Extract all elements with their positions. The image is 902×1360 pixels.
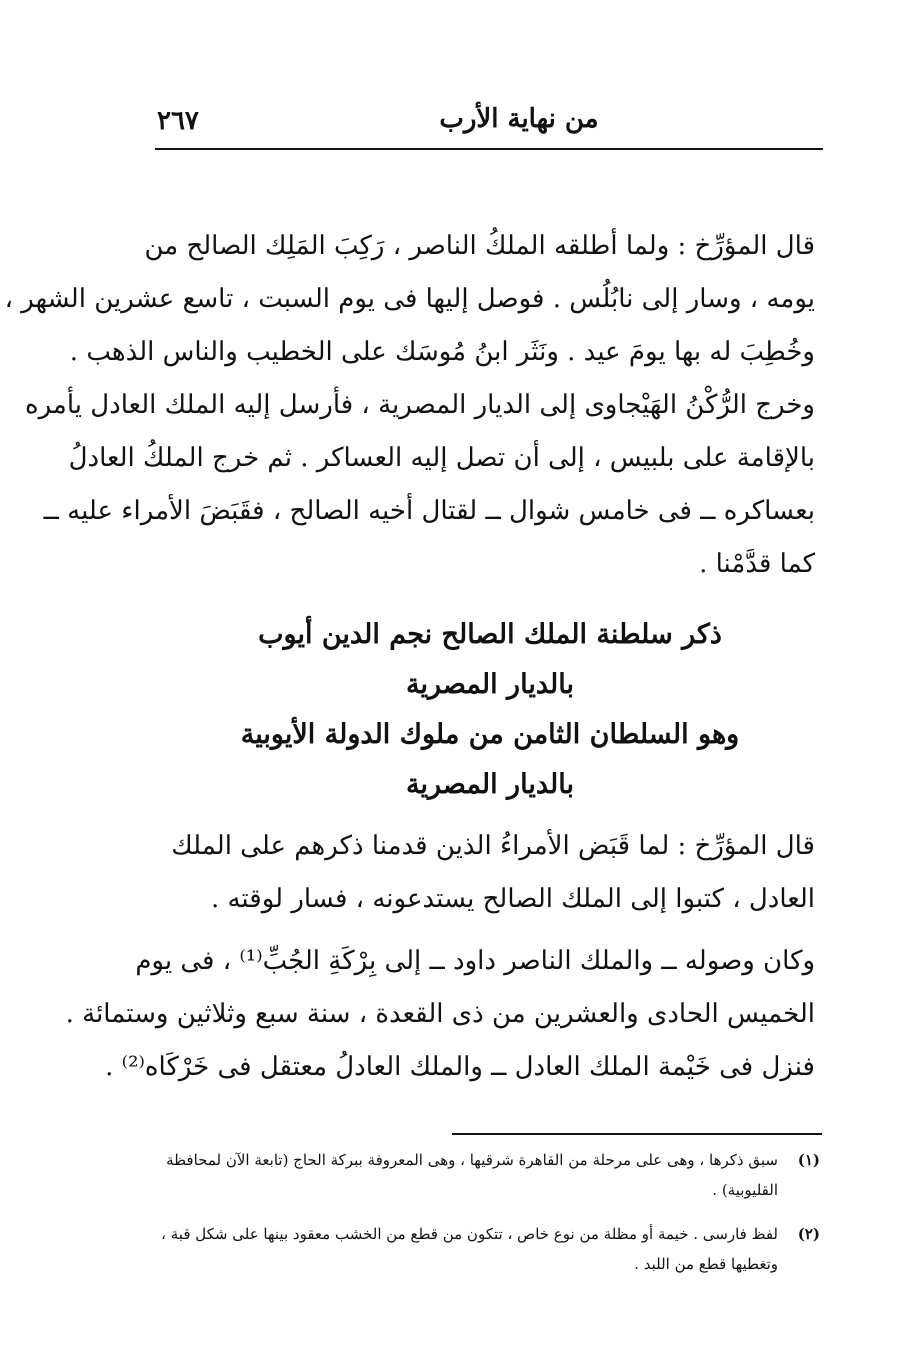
heading-line: بالديار المصرية	[406, 669, 574, 700]
section-heading	[165, 610, 815, 810]
footnote-line: لفظ فارسى . خيمة أو مظلة من نوع خاص ، تتكون من قطع من الخشب معقود بينها على شكل قبة ،	[161, 1225, 778, 1243]
text-line: فنزل فى خَيْمة الملك العادل ــ والملك العادلُ معتقل فى خَرْكَاه⁽²⁾ .	[105, 1052, 815, 1082]
paragraph-2	[165, 820, 815, 926]
text-line: بعساكره ــ فى خامس شوال ــ لقتال أخيه الصالح ، فقَبَضَ الأمراء عليه ــ	[43, 496, 815, 526]
footnote-1	[165, 1145, 820, 1205]
page-header	[155, 98, 823, 148]
heading-line: ذكر سلطنة الملك الصالح نجم الدين أيوب	[258, 619, 722, 650]
footnote-line: سبق ذكرها ، وهى على مرحلة من القاهرة شرقيها ، وهى المعروفة ببركة الحاج (تابعة الآن لمحافظة	[166, 1151, 778, 1169]
footnote-line: وتغطيها قطع من اللبد .	[634, 1255, 778, 1273]
text-line: الخميس الحادى والعشرين من ذى القعدة ، سنة سبع وثلاثين وستمائة .	[65, 999, 815, 1029]
header-rule	[155, 148, 823, 150]
text-line: كما قدَّمْنا .	[699, 549, 815, 579]
text-line: وكان وصوله ــ والملك الناصر داود ــ إلى بِرْكَةِ الجُبِّ⁽¹⁾ ، فى يوم	[135, 946, 815, 976]
paragraph-1	[4, 220, 815, 591]
text-line: يومه ، وسار إلى نابُلُس . فوصل إليها فى يوم السبت ، تاسع عشرين الشهر ،	[4, 284, 815, 314]
text-line: وخرج الرُّكْنُ الهَيْجاوى إلى الديار المصرية ، فأرسل إليه الملك العادل يأمره	[24, 390, 815, 420]
footnote-text	[161, 1219, 778, 1279]
paragraph-3	[65, 935, 815, 1094]
heading-line: وهو السلطان الثامن من ملوك الدولة الأيوبية	[240, 719, 740, 750]
text-line: بالإقامة على بلبيس ، إلى أن تصل إليه العساكر . ثم خرج الملكُ العادلُ	[68, 443, 815, 473]
footnote-rule	[452, 1133, 822, 1135]
heading-line: بالديار المصرية	[406, 769, 574, 800]
footnote-2	[161, 1219, 820, 1279]
page-number: ٢٦٧	[157, 106, 199, 136]
text-line: العادل ، كتبوا إلى الملك الصالح يستدعونه ، فسار لوقته .	[210, 884, 815, 914]
footnote-marker: (١)	[797, 1151, 820, 1169]
running-title: من نهاية الأرب	[439, 104, 599, 134]
text-line: قال المؤرِّخ : ولما أطلقه الملكُ الناصر ، رَكِبَ المَلِك الصالح من	[144, 231, 815, 261]
footnote-text	[165, 1145, 778, 1205]
text-line: قال المؤرِّخ : لما قَبَض الأمراءُ الذين قدمنا ذكرهم على الملك	[171, 831, 815, 861]
footnotes	[161, 1145, 820, 1293]
footnote-marker: (٢)	[797, 1225, 820, 1243]
footnote-line: القليوبية) .	[712, 1181, 778, 1199]
text-line: وخُطِبَ له بها يومَ عيد . ونَثَر ابنُ مُوسَك على الخطيب والناس الذهب .	[69, 337, 815, 367]
